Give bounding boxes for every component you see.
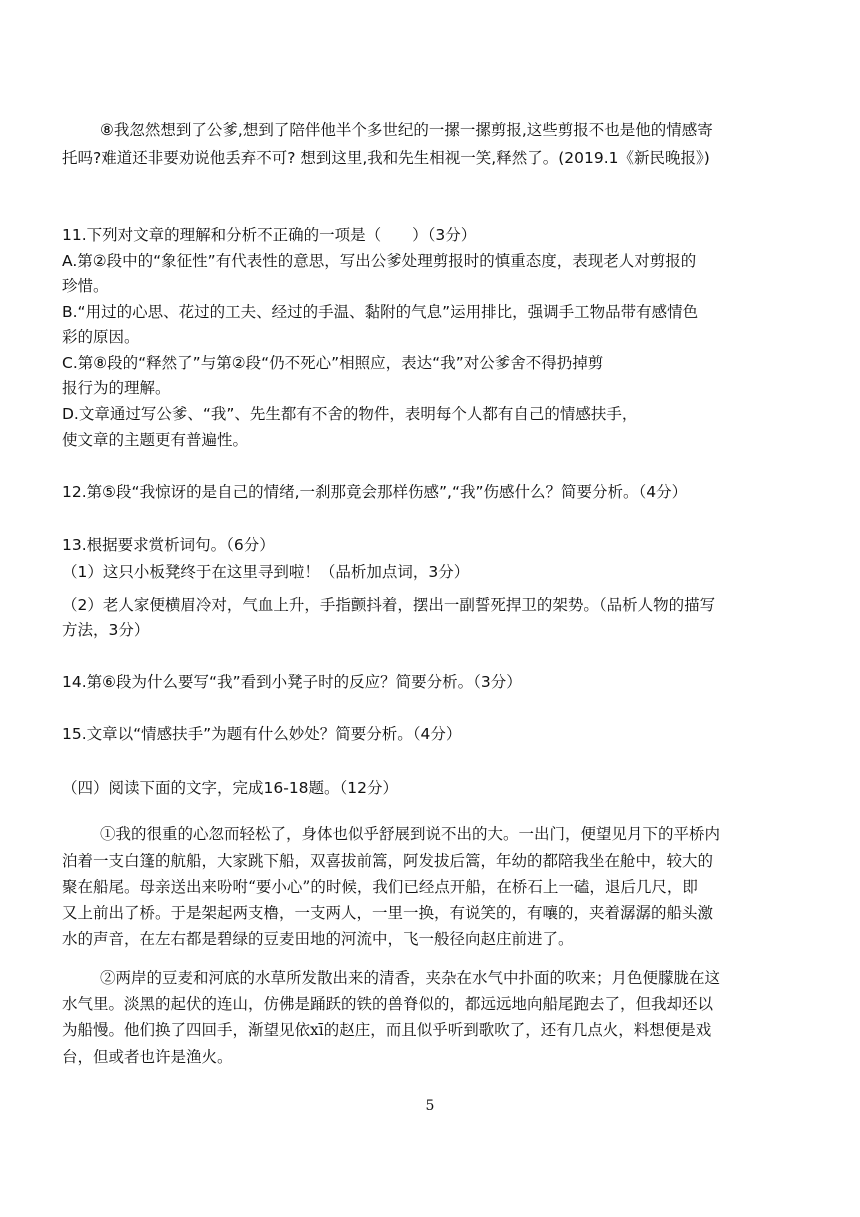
passage-p1-line2: 泊着一支白篷的航船，大家跳下船，双喜拔前篙，阿发拔后篙，年幼的都陪我坐在舱中，较大的: [62, 852, 714, 870]
passage-p1-line5: 水的声音，在左右都是碧绿的豆麦田地的河流中，飞一般径向赵庄前进了。: [62, 930, 574, 948]
question-11-option-a-line2: 珍惜。: [62, 277, 109, 295]
question-12: 12.第⑤段“我惊讶的是自己的情绪,一刹那竟会那样伤感”,“我”伤感什么？简要分析。（4分）: [62, 483, 688, 501]
question-13-sub2-line1: （2）老人家便横眉冷对，气血上升，手指颤抖着，摆出一副誓死捍卫的架势。（品析人物的描写: [62, 596, 716, 614]
question-13-sub1: （1）这只小板凳终于在这里寻到啦！（品析加点词，3分）: [62, 563, 470, 581]
question-15: 15.文章以“情感扶手”为题有什么妙处？简要分析。（4分）: [62, 725, 462, 743]
passage-p2-line3: 为船慢。他们换了四回手，渐望见依xī的赵庄，而且似乎听到歌吹了，还有几点火，料想便是戏: [62, 1021, 712, 1039]
question-11-option-a-line1: A.第②段中的“象征性”有代表性的意思，写出公爹处理剪报时的慎重态度，表现老人对剪报的: [62, 252, 697, 270]
question-13-sub2-line2: 方法，3分）: [62, 621, 150, 639]
question-11-option-c-line1: C.第⑧段的“释然了”与第②段“仍不死心”相照应，表达“我”对公爹舍不得扔掉剪: [62, 354, 604, 372]
passage-p2-line1: ②两岸的豆麦和河底的水草所发散出来的清香，夹杂在水气中扑面的吹来；月色便朦胧在这: [100, 969, 721, 987]
para8-line1: ⑧我忽然想到了公爹,想到了陪伴他半个多世纪的一摞一摞剪报,这些剪报不也是他的情感寄: [100, 121, 713, 139]
passage-p1-line3: 聚在船尾。母亲送出来吩咐“要小心”的时候，我们已经点开船，在桥石上一磕，退后几尺，即: [62, 878, 698, 896]
question-11-option-d-line1: D.文章通过写公爹、“我”、先生都有不舍的物件，表明每个人都有自己的情感扶手，: [62, 405, 638, 423]
section-4-heading: （四）阅读下面的文字，完成16-18题。（12分）: [62, 779, 399, 797]
question-13-stem: 13.根据要求赏析词句。（6分）: [62, 536, 275, 554]
passage-p2-line4: 台，但或者也许是渔火。: [62, 1048, 233, 1066]
passage-p1-line4: 又上前出了桥。于是架起两支橹，一支两人，一里一换，有说笑的，有嚷的，夹着潺潺的船头激: [62, 904, 714, 922]
question-11-stem: 11.下列对文章的理解和分析不正确的一项是（ ）（3分）: [62, 226, 477, 244]
page-number: 5: [425, 1098, 435, 1114]
passage-p2-line2: 水气里。淡黑的起伏的连山，仿佛是踊跃的铁的兽脊似的，都远远地向船尾跑去了，但我却还以: [62, 995, 714, 1013]
question-14: 14.第⑥段为什么要写“我”看到小凳子时的反应？简要分析。（3分）: [62, 673, 522, 691]
para8-line2: 托吗?难道还非要劝说他丢弃不可? 想到这里,我和先生相视一笑,释然了。(2019.1《新民晚报》): [62, 149, 710, 167]
question-11-option-b-line2: 彩的原因。: [62, 328, 140, 346]
question-11-option-d-line2: 使文章的主题更有普遍性。: [62, 431, 249, 449]
question-11-option-b-line1: B.“用过的心思、花过的工夫、经过的手温、黏附的气息”运用排比，强调手工物品带有感情色: [62, 303, 699, 321]
passage-p1-line1: ①我的很重的心忽而轻松了，身体也似乎舒展到说不出的大。一出门，便望见月下的平桥内: [100, 825, 721, 843]
question-11-option-c-line2: 报行为的理解。: [62, 379, 171, 397]
